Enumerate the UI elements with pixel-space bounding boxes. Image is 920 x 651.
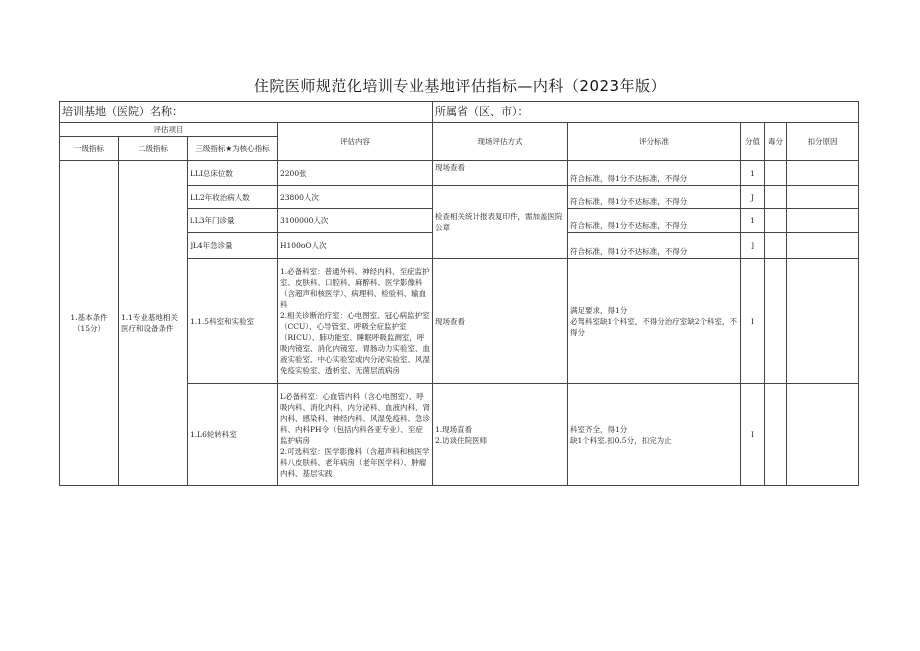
deduct-reason-cell [787, 233, 859, 259]
score-got-cell [765, 233, 787, 259]
standard-cell: 符合标准，得1分不达标准，不得分 [568, 209, 741, 233]
method-header: 现场评估方式 [433, 123, 568, 161]
deduct-reason-cell [787, 209, 859, 233]
score-cell: 1 [741, 161, 765, 186]
content-cell: 1.必备科室：普通外科、神经内科、至症监护室、皮肤科、口腔科、麻醉科、医学影像科（含超声和核医学）、病理科、检验科、输血科 2.相关诊断治疗室：心电图室、冠心病监护室（CCU）、心导管室、呼吸全症监护室（RICU）、肺功能室、睡眠呼吸监测室，呼吸内镜室、消化内镜室、胃肠动力实验室、血液实验室、中心实验室或内分泌实验室、风湿免疫实验室、透析室、无菌层流病房 [278, 259, 433, 384]
score-cell: ] [741, 233, 765, 259]
evaluation-table [59, 101, 859, 486]
score-got-cell [765, 209, 787, 233]
deduct-reason-cell [787, 161, 859, 186]
page-title: 住院医师规范化培训专业基地评估指标—内科（2023年版） [253, 77, 667, 95]
score-cell: I [741, 384, 765, 486]
content-header: 评估内容 [278, 123, 433, 161]
content-cell: 23800人次 [278, 186, 433, 209]
indicator-cell: l.L3年门诊量 [188, 209, 278, 233]
score-value-header: 分值 [741, 123, 765, 161]
method-cell: 现场查看 [433, 259, 568, 384]
score-cell: I [741, 259, 765, 384]
standard-cell: 满足要求，得1分 必驾科室缺1个科室，不得分治疗室缺2个科室，不得分 [568, 259, 741, 384]
eval-item-header: 评估项目 [60, 123, 278, 137]
standard-cell: 符合标准，得1分不达标准，不得分 [568, 186, 741, 209]
level2-header: 二级指标 [119, 137, 188, 161]
score-got-cell [765, 186, 787, 209]
standard-cell: 符合标准，得1分不达标准，不得分 [568, 233, 741, 259]
deduct-reason-cell [787, 186, 859, 209]
deduct-reason-cell [787, 259, 859, 384]
content-cell: L必备科室：心血管内科（含心电图室）、呼吸内科、消化内科、内分泌科、血液内科、肾内科、感染科、神经内科、风湿免疫科、急诊科、内科PH令（包括内科各亚专业）、至症监护病房 2.可选科室：医学影像科（含超声科和核医学科八皮肤科、老年病房（老年医学科）、肿瘤内科、基层实践 [278, 384, 433, 486]
content-cell: 2200张 [278, 161, 433, 186]
score-got-cell [765, 384, 787, 486]
level3-header: 三级指标★为核心指标 [188, 137, 278, 161]
score-got-cell [765, 259, 787, 384]
method-cell: 现场查看 [433, 161, 568, 186]
score-got-cell [765, 161, 787, 186]
standard-header: 评分标准 [568, 123, 741, 161]
content-cell: 3100000人次 [278, 209, 433, 233]
indicator-cell: LL2年收治病人数 [188, 186, 278, 209]
score-cell: J [741, 186, 765, 209]
deduct-reason-header: 扣分原因 [787, 123, 859, 161]
table-row [60, 123, 859, 137]
indicator-cell: ]L4年急诊量 [188, 233, 278, 259]
level1-cell: 1.基本条件 （15分） [60, 161, 119, 486]
table-row [60, 102, 859, 123]
level2-cell: 1.1专业基地相关医疗和设备条件 [119, 161, 188, 486]
score-got-header: 毒分 [765, 123, 787, 161]
table-row [60, 161, 859, 186]
level1-header: 一级指标 [60, 137, 119, 161]
indicator-cell: 1.L6轮转科室 [188, 384, 278, 486]
score-cell: 1 [741, 209, 765, 233]
base-name-cell: 培训基地（医院）名称： [60, 102, 433, 123]
method-cell: 检查相关统计报表复印件，需加盖医院公章 [433, 186, 568, 259]
indicator-cell: 1.1.5科室和实验室 [188, 259, 278, 384]
content-cell: H100oO人次 [278, 233, 433, 259]
method-cell: 1.现场直看 2.访谈住院医师 [433, 384, 568, 486]
province-cell: 所属省（区、市）： [433, 102, 859, 123]
deduct-reason-cell [787, 384, 859, 486]
indicator-cell: LLI总床位数 [188, 161, 278, 186]
standard-cell: 科室齐全，得1分 缺1个科室.扣0.5分，扣完为止 [568, 384, 741, 486]
standard-cell: 符合标准，得1分不达标准，不得分 [568, 161, 741, 186]
